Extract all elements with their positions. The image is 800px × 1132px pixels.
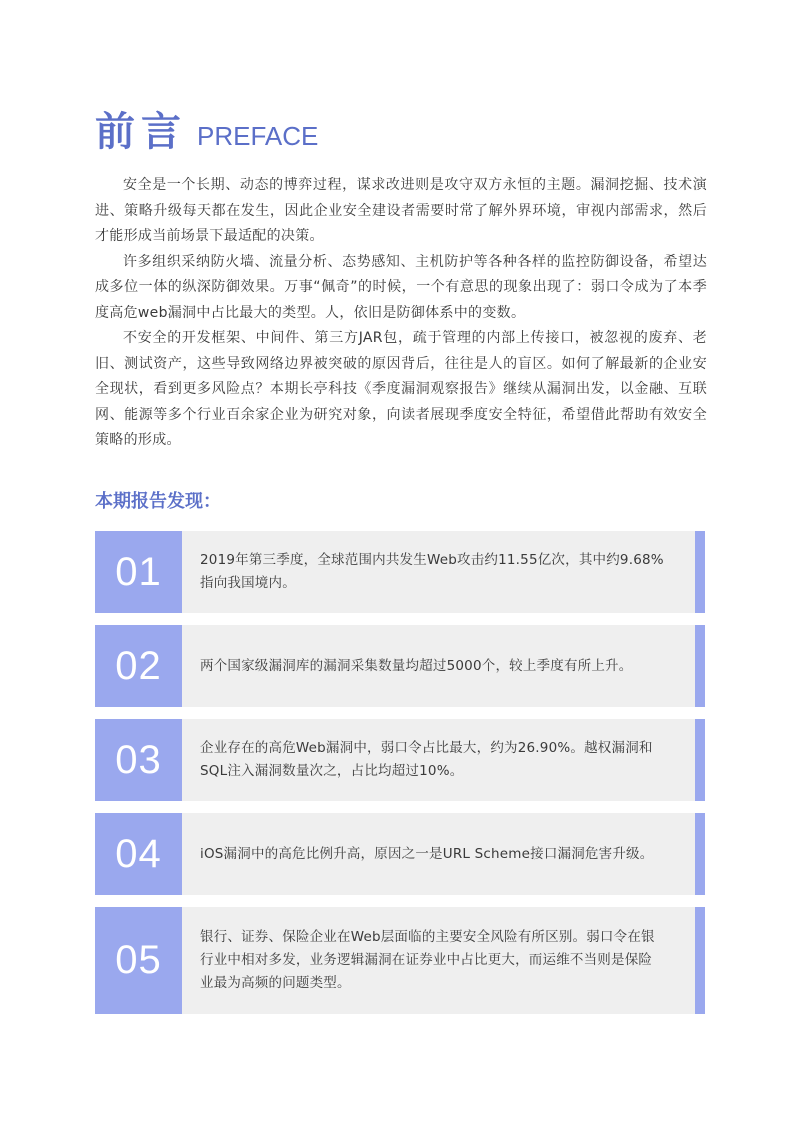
intro-paragraph: 许多组织采纳防火墙、流量分析、态势感知、主机防护等各种各样的监控防御设备，希望达成多位一体的纵深防御效果。万事“佩奇”的时候，一个有意思的现象出现了：弱口令成为了本季度高危web漏洞中占比最大的类型。人，依旧是防御体系中的变数。 [95, 253, 707, 321]
card-edge-bar [695, 719, 705, 801]
finding-text: 两个国家级漏洞库的漏洞采集数量均超过5000个，较上季度有所上升。 [200, 657, 633, 674]
card-edge-bar [695, 531, 705, 613]
finding-number: 03 [115, 737, 162, 782]
finding-card [95, 719, 705, 801]
intro-paragraph: 不安全的开发框架、中间件、第三方JAR包，疏于管理的内部上传接口，被忽视的废弃、老旧、测试资产，这些导致网络边界被突破的原因背后，往往是人的盲区。如何了解最新的企业安全现状，看到更多风险点？本期长亭科技《季度漏洞观察报告》继续从漏洞出发，以金融、互联网、能源等多个行业百余家企业为研究对象，向读者展现季度安全特征，希望借此帮助有效安全策略的形成。 [95, 330, 707, 448]
findings-heading: 本期报告发现： [95, 491, 221, 512]
findings-list [95, 531, 705, 1026]
finding-number-box [95, 719, 182, 801]
card-edge-bar [695, 907, 705, 1014]
finding-number-box [95, 907, 182, 1014]
finding-number: 01 [115, 549, 162, 594]
finding-card [95, 625, 705, 707]
title-english: PREFACE [197, 121, 319, 151]
page-title [95, 108, 318, 160]
finding-number: 04 [115, 831, 162, 876]
card-edge-bar [695, 625, 705, 707]
card-edge-bar [695, 813, 705, 895]
finding-text: 银行、证券、保险企业在Web层面临的主要安全风险有所区别。弱口令在银行业中相对多发，业务逻辑漏洞在证券业中占比更大，而运维不当则是保险业最为高频的问题类型。 [200, 929, 655, 991]
finding-number-box [95, 625, 182, 707]
finding-card [95, 907, 705, 1014]
title-chinese: 前言 [95, 109, 187, 155]
finding-number: 02 [115, 643, 162, 688]
intro-section [95, 173, 707, 454]
finding-text: 企业存在的高危Web漏洞中，弱口令占比最大，约为26.90%。越权漏洞和SQL注入漏洞数量次之，占比均超过10%。 [200, 740, 653, 779]
finding-card [95, 813, 705, 895]
finding-number-box [95, 813, 182, 895]
finding-card [95, 531, 705, 613]
finding-text: 2019年第三季度，全球范围内共发生Web攻击约11.55亿次，其中约9.68%指向我国境内。 [200, 552, 664, 591]
finding-text: iOS漏洞中的高危比例升高，原因之一是URL Scheme接口漏洞危害升级。 [200, 845, 654, 862]
intro-paragraph: 安全是一个长期、动态的博弈过程，谋求改进则是攻守双方永恒的主题。漏洞挖掘、技术演进、策略升级每天都在发生，因此企业安全建设者需要时常了解外界环境，审视内部需求，然后才能形成当前场景下最适配的决策。 [95, 177, 707, 244]
finding-number: 05 [115, 938, 162, 982]
finding-number-box [95, 531, 182, 613]
